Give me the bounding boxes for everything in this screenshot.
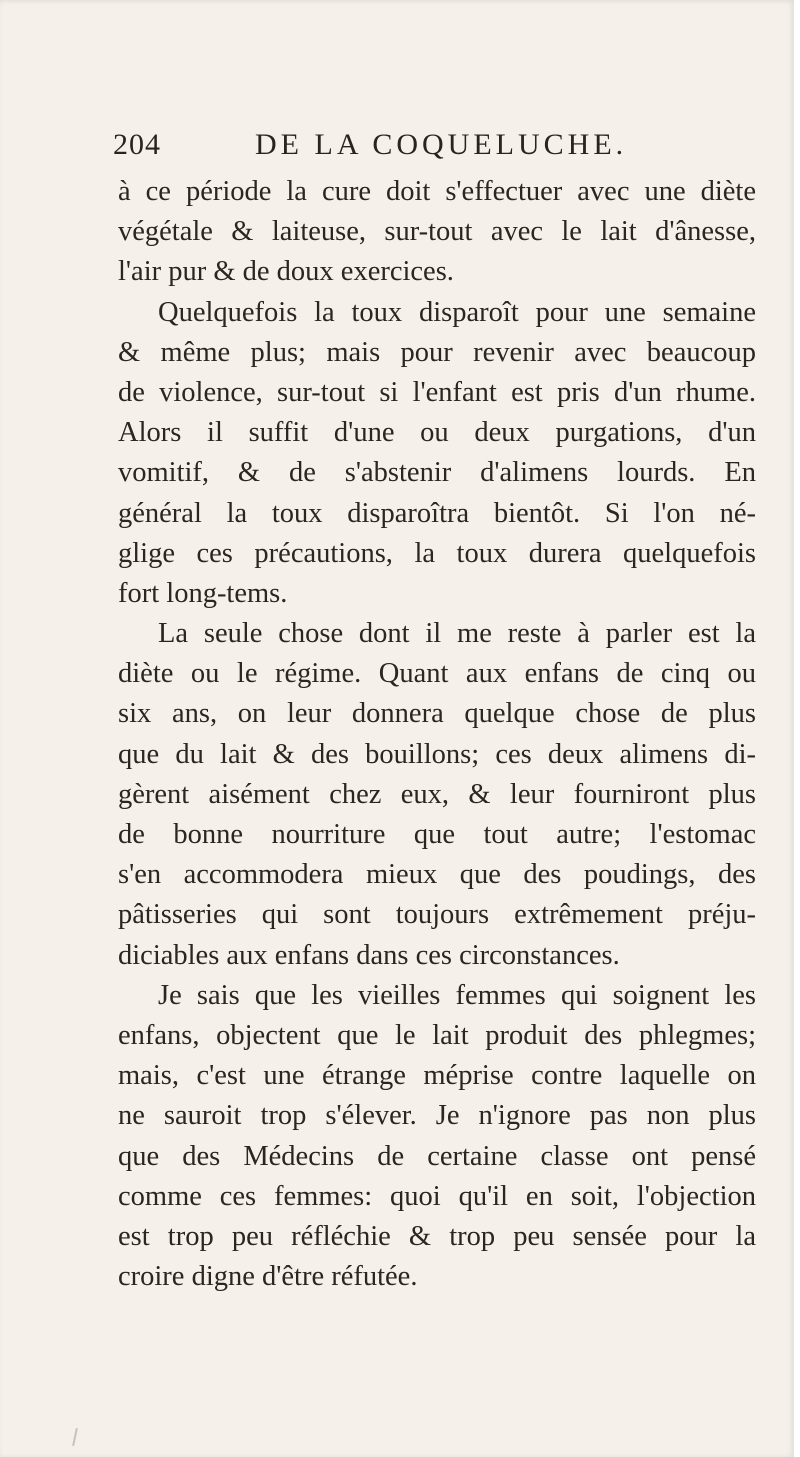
- paper-mark: [72, 1428, 78, 1446]
- text-line: gèrent aisément chez eux, & leur fourniront plus: [118, 778, 756, 810]
- text-line: fort long-tems.: [118, 577, 288, 609]
- text-line: est trop peu réfléchie & trop peu sensée pour la: [118, 1220, 756, 1252]
- text-line: six ans, on leur donnera quelque chose de plus: [118, 698, 756, 730]
- text-line: mais, c'est une étrange méprise contre laquelle on: [118, 1060, 756, 1092]
- text-line: pâtisseries qui sont toujours extrêmement préju-: [118, 899, 756, 931]
- text-line: végétale & laiteuse, sur-tout avec le lait d'ânesse,: [118, 216, 756, 248]
- text-line: comme ces femmes: quoi qu'il en soit, l'objection: [118, 1180, 756, 1212]
- running-title: DE LA COQUELUCHE.: [255, 128, 628, 161]
- text-line: de violence, sur-tout si l'enfant est pris d'un rhume.: [118, 376, 756, 408]
- body-text: [118, 172, 756, 1297]
- text-line: Je sais que les vieilles femmes qui soignent les: [158, 979, 756, 1011]
- page-number: 204: [113, 128, 161, 161]
- text-line: que des Médecins de certaine classe ont pensé: [118, 1140, 756, 1172]
- page-header: [113, 128, 753, 168]
- text-line: l'air pur & de doux exercices.: [118, 256, 454, 288]
- text-line: général la toux disparoîtra bientôt. Si l'on né-: [118, 497, 756, 529]
- text-line: diète ou le régime. Quant aux enfans de cinq ou: [118, 658, 756, 690]
- text-line: de bonne nourriture que tout autre; l'estomac: [118, 819, 756, 850]
- text-line: s'en accommodera mieux que des poudings, des: [118, 859, 756, 891]
- text-line: Alors il suffit d'une ou deux purgations, d'un: [118, 417, 756, 449]
- text-line: vomitif, & de s'abstenir d'alimens lourds. En: [118, 457, 756, 489]
- text-line: glige ces précautions, la toux durera quelquefois: [118, 537, 756, 569]
- text-line: & même plus; mais pour revenir avec beaucoup: [118, 336, 756, 368]
- page-edge: [794, 0, 800, 1457]
- text-line: Quelquefois la toux disparoît pour une semaine: [158, 296, 756, 328]
- text-line: La seule chose dont il me reste à parler est la: [158, 618, 756, 650]
- text-line: diciables aux enfans dans ces circonstances.: [118, 939, 620, 971]
- text-line: que du lait & des bouillons; ces deux alimens di-: [118, 738, 756, 770]
- text-line: ne sauroit trop s'élever. Je n'ignore pas non plus: [118, 1100, 756, 1132]
- text-line: croire digne d'être réfutée.: [118, 1261, 418, 1293]
- text-line: enfans, objectent que le lait produit des phlegmes;: [118, 1019, 756, 1051]
- text-line: à ce période la cure doit s'effectuer avec une diète: [118, 176, 756, 207]
